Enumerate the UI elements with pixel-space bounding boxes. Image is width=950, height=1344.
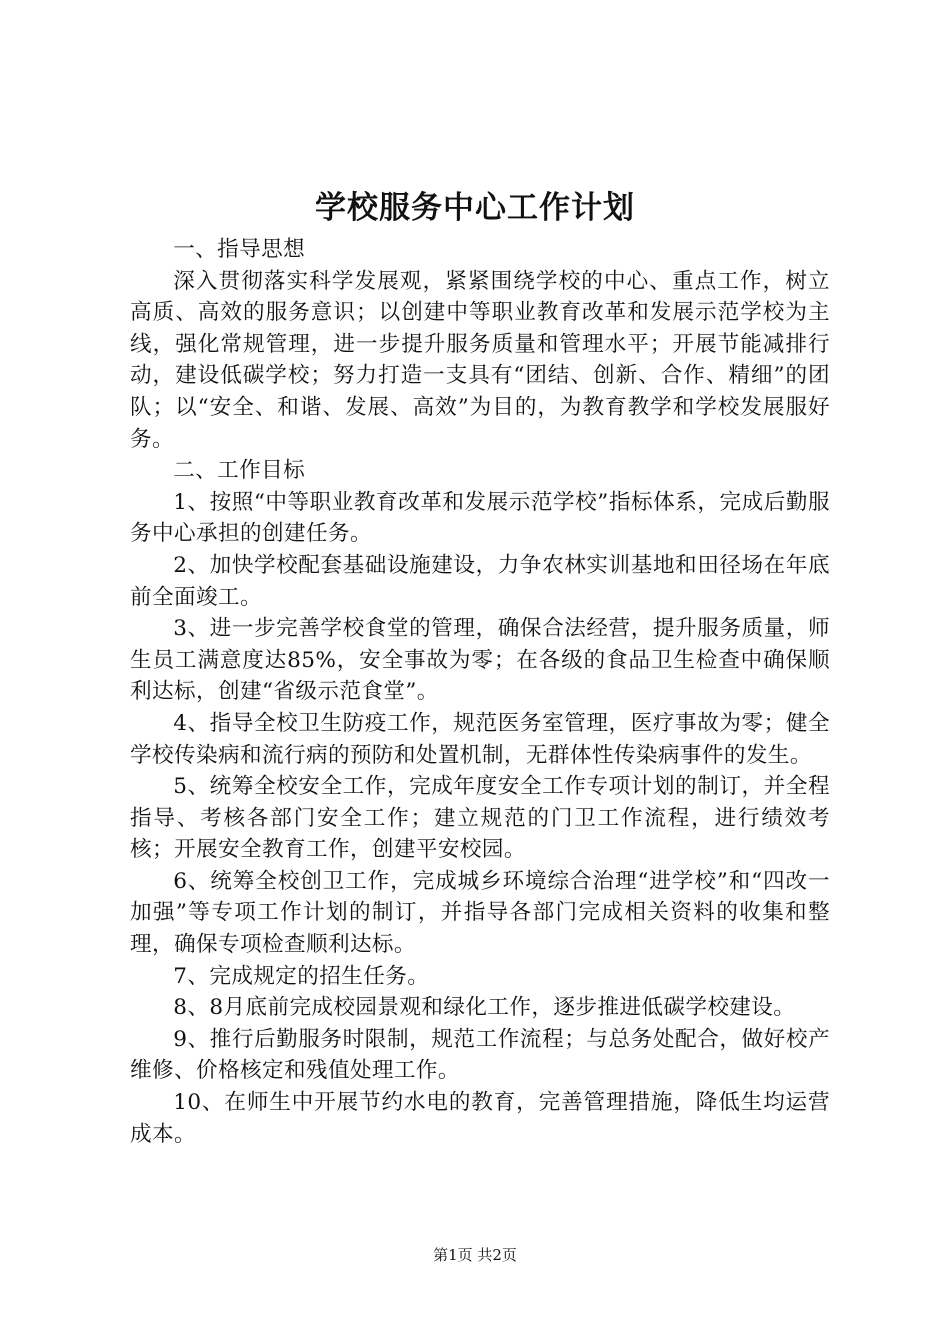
goal-item-10: 10、在师生中开展节约水电的教育，完善管理措施，降低生均运营成本。 — [130, 1090, 830, 1147]
document-title: 学校服务中心工作计划 — [315, 190, 635, 226]
section-heading-work-goals: 二、工作目标 — [173, 458, 306, 484]
section-heading-guiding-ideology: 一、指导思想 — [173, 237, 306, 262]
page-number-footer: 第1页 共2页 — [433, 1246, 517, 1264]
goal-item-3: 3、进一步完善学校食堂的管理，确保合法经营，提升服务质量，师生员工满意度达85%，安全事故为零；在各级的食品卫生检查中确保顺利达标，创建“省级示范食堂”。 — [130, 616, 830, 705]
goal-item-1: 1、按照“中等职业教育改革和发展示范学校”指标体系，完成后勤服务中心承担的创建任务。 — [130, 489, 830, 547]
goal-item-2: 2、加快学校配套基础设施建设，力争农林实训基地和田径场在年底前全面竣工。 — [130, 552, 830, 610]
goal-item-6: 6、统筹全校创卫工作，完成城乡环境综合治理“进学校”和“四改一加强”等专项工作计划的制订，并指导各部门完成相关资料的收集和整理，确保专项检查顺利达标。 — [130, 868, 830, 958]
goal-item-7: 7、完成规定的招生任务。 — [173, 963, 430, 989]
goal-item-9: 9、推行后勤服务时限制，规范工作流程；与总务处配合，做好校产维修、价格核定和残值处理工作。 — [130, 1026, 830, 1084]
goal-item-4: 4、指导全校卫生防疫工作，规范医务室管理，医疗事故为零；健全学校传染病和流行病的预防和处置机制，无群体性传染病事件的发生。 — [130, 710, 830, 768]
paragraph-guiding-ideology: 深入贯彻落实科学发展观，紧紧围绕学校的中心、重点工作，树立高质、高效的服务意识；以创建中等职业教育改革和发展示范学校为主线，强化常规管理，进一步提升服务质量和管理水平；开展节能减排行动，建设低碳学校；努力打造一支具有“团结、创新、合作、精细”的团队；以“安全、和谐、发展、高效”为目的，为教育教学和学校发展服好务。 — [130, 268, 830, 452]
goal-item-5: 5、统筹全校安全工作，完成年度安全工作专项计划的制订，并全程指导、考核各部门安全工作；建立规范的门卫工作流程，进行绩效考核；开展安全教育工作，创建平安校园。 — [130, 774, 830, 863]
goal-item-8: 8、8月底前完成校园景观和绿化工作，逐步推进低碳学校建设。 — [173, 995, 796, 1021]
document-body — [130, 234, 830, 1150]
